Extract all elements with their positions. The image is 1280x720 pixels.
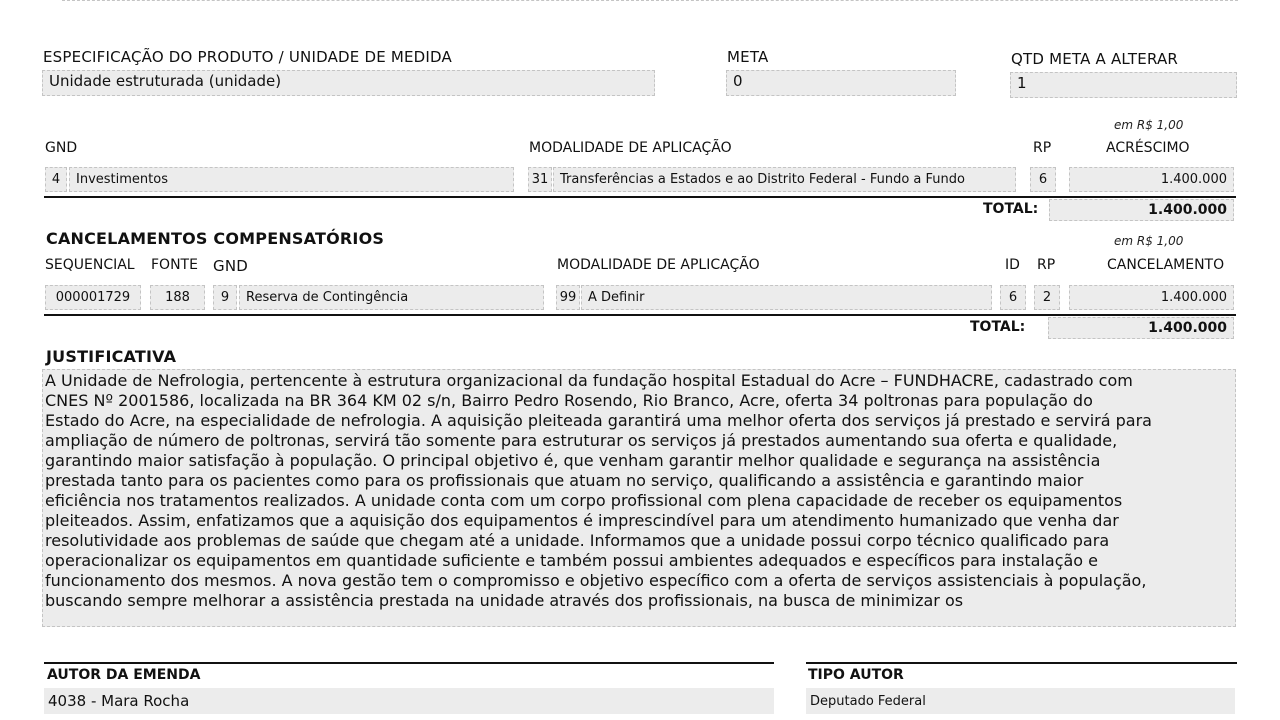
cancelamentos-total-value: 1.400.000 [1048,317,1234,339]
qtd-meta-label: QTD META A ALTERAR [1011,50,1179,68]
tipo-autor-label: TIPO AUTOR [808,667,904,683]
acrescimo-divider [44,196,1236,198]
acrescimo-value: 1.400.000 [1069,167,1234,192]
autor-divider [44,662,774,664]
acrescimo-label: ACRÉSCIMO [1106,140,1190,156]
cancelamento-label: CANCELAMENTO [1107,257,1225,273]
qtd-meta-value-field: 1 [1010,72,1237,98]
cancelamentos-title: CANCELAMENTOS COMPENSATÓRIOS [46,229,385,248]
justificativa-text: A Unidade de Nefrologia, pertencente à estrutura organizacional da fundação hospital Estadual do Acre – FUNDHACRE, cadastrado com CNES Nº 2001586, localizada na BR 364 KM 02 s/n, Bairro Pedro Rosendo, Rio Branco, Acre, oferta 34 poltronas para população do Estado do Acre, na especialidade de nefrologia. A aquisição pleiteada garantirá uma melhor oferta dos serviços já prestado e servirá para ampliação de número de poltronas, servirá tão somente para estruturar os serviços já prestados aumentando sua oferta e qualidade, garantindo maior satisfação à população. O principal objetivo é, que venham garantir melhor qualidade e segurança na assistência prestada tanto para os pacientes como para os profissionais que atuam no serviço, qualificando a assistência e garantindo maior eficiência nos tratamentos realizados. A unidade conta com um corpo profissional com plena capacidade de receber os equipamentos pleiteados. Assim, enfatizamos que a aquisição dos equipamentos é imprescindível para um atendimento humanizado que venha dar resolutividade aos problemas de saúde que chegam até a unidade. Informamos que a unidade possui corpo técnico qualificado para operacionalizar os equipamentos em quantidade suficiente e também possui ambientes adequados e específicos para instalação e funcionamento dos mesmos. A nova gestão tem o compromisso e objetivo específico com a oferta de serviços assistenciais à população, buscando sempre melhorar a assistência prestada na unidade através dos profissionais, na busca de minimizar os [42,369,1236,627]
cancelamentos-rp-label: RP [1037,257,1056,273]
sequencial-value: 000001729 [45,285,141,310]
sequencial-label: SEQUENCIAL [45,257,135,273]
cancelamentos-id-value: 6 [1000,285,1026,310]
cancelamentos-modalidade-label: MODALIDADE DE APLICAÇÃO [557,257,760,273]
acrescimo-unit-note: em R$ 1,00 [1114,118,1184,132]
acrescimo-gnd-name: Investimentos [69,167,514,192]
cancelamentos-unit-note: em R$ 1,00 [1114,234,1184,248]
autor-value: 4038 - Mara Rocha [44,688,774,714]
justificativa-title: JUSTIFICATIVA [46,347,177,366]
cancelamentos-total-label: TOTAL: [970,319,1026,335]
meta-label: META [727,48,769,66]
autor-label: AUTOR DA EMENDA [47,667,201,683]
cancelamentos-modalidade-name: A Definir [581,285,992,310]
acrescimo-total-value: 1.400.000 [1049,199,1234,221]
acrescimo-total-label: TOTAL: [983,201,1039,217]
cancelamento-value: 1.400.000 [1069,285,1234,310]
meta-value-field: 0 [726,70,956,96]
fonte-label: FONTE [151,257,198,273]
acrescimo-modalidade-name: Transferências a Estados e ao Distrito Federal - Fundo a Fundo [553,167,1016,192]
acrescimo-gnd-code: 4 [45,167,67,192]
cancelamentos-gnd-code: 9 [213,285,237,310]
cancelamentos-id-label: ID [1005,257,1020,273]
fonte-value: 188 [150,285,205,310]
tipo-autor-divider [806,662,1237,664]
cancelamentos-divider [44,314,1236,316]
cancelamentos-gnd-name: Reserva de Contingência [239,285,544,310]
top-divider [62,0,1238,3]
cancelamentos-rp-value: 2 [1034,285,1060,310]
tipo-autor-value: Deputado Federal [806,688,1235,714]
acrescimo-gnd-label: GND [45,140,78,156]
acrescimo-modalidade-code: 31 [528,167,552,192]
acrescimo-rp-label: RP [1033,140,1052,156]
spec-value-field: Unidade estruturada (unidade) [42,70,655,96]
acrescimo-rp-value: 6 [1030,167,1056,192]
spec-label: ESPECIFICAÇÃO DO PRODUTO / UNIDADE DE MEDIDA [43,48,452,66]
acrescimo-modalidade-label: MODALIDADE DE APLICAÇÃO [529,140,732,156]
cancelamentos-gnd-label: GND [213,257,248,275]
cancelamentos-modalidade-code: 99 [556,285,580,310]
